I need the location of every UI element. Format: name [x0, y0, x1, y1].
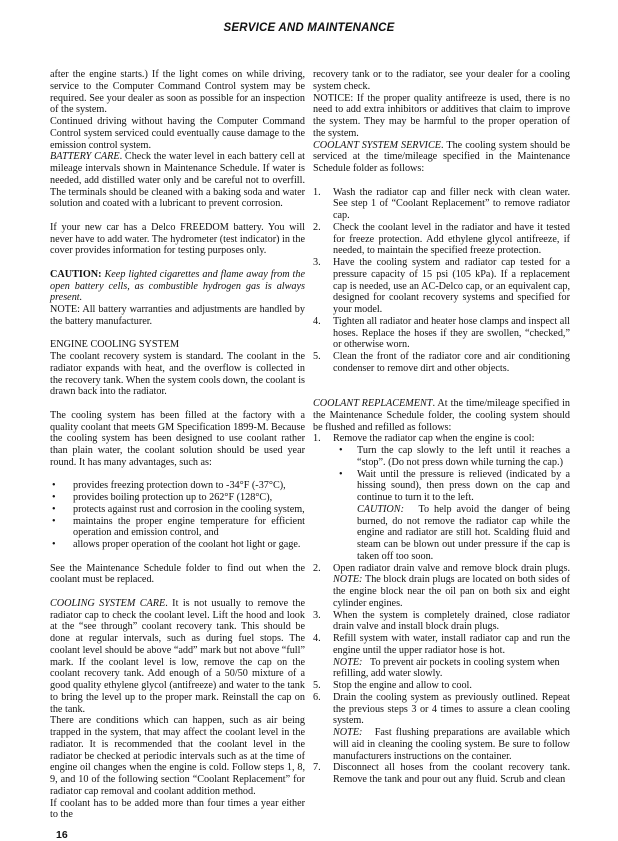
replacement-step	[313, 692, 570, 763]
paragraph: See the Maintenance Schedule folder to find out when the coolant must be replaced.	[50, 562, 305, 586]
list-item-text: protects against rust and corrosion in the cooling system,	[73, 503, 305, 515]
step-number: 3.	[313, 609, 321, 621]
service-step	[313, 257, 570, 316]
list-item-text: maintains the proper engine temperature for efficient operation and emission control, and	[73, 515, 305, 539]
paragraph: recovery tank or to the radiator, see your dealer for a cooling system check.	[313, 69, 570, 92]
sub-list-item	[333, 445, 570, 469]
paragraph: If your new car has a Delco FREEDOM battery. You will never have to add water. The hydrometer (test indicator) in the cover provides information for testing purposes only.	[50, 221, 305, 257]
paragraph: There are conditions which can happen, such as air being trapped in the system, that may affect the coolant level in the radiator. It is recommended that the coolant level in the radiator be checked at periodic intervals such as at the time of engine oil changes when the engine is cold. Follow steps 1, 8, 9, and 10 of the following section “Coolant Replacement” for radiator cap removal and coolant addition method.	[50, 715, 305, 797]
list-item	[50, 492, 305, 504]
paragraph: The coolant recovery system is standard. The coolant in the radiator expands with heat, and the overflow is collected in the recovery tank. When the system cools down, the coolant is drawn back into the radiator.	[50, 351, 305, 398]
note-label: NOTE:	[333, 574, 363, 586]
note	[333, 727, 570, 762]
step-number: 3.	[313, 257, 321, 268]
step-number: 7.	[313, 762, 321, 774]
list-item	[50, 516, 305, 540]
replacement-step	[313, 433, 570, 562]
service-step	[313, 351, 570, 375]
caution-paragraph	[50, 269, 305, 304]
step-number: 5.	[313, 351, 321, 362]
list-item	[50, 480, 305, 492]
step-text: Clean the front of the radiator core and air conditioning condenser to remove dirt and other objects.	[333, 351, 570, 374]
replacement-step	[313, 762, 570, 786]
paragraph: after the engine starts.) If the light comes on while driving, service to the Computer Command Control system may be required. See your dealer as soon as possible for an inspection of the system.	[50, 69, 305, 116]
notice-paragraph: NOTICE: If the proper quality antifreeze is used, there is no need to add extra inhibitors or additives that claim to improve the system. They may be harmful to the proper operation of the system.	[313, 92, 570, 139]
list-item-text: allows proper operation of the coolant hot light or gage.	[73, 539, 301, 550]
replacement-heading: COOLANT REPLACEMENT	[313, 398, 433, 409]
step-number: 2.	[313, 221, 321, 233]
note	[333, 657, 570, 681]
service-step	[313, 222, 570, 257]
note-text: The block drain plugs are located on both sides of the engine block near the oil pan on both six and eight cylinder engines.	[333, 574, 570, 609]
service-heading: COOLANT SYSTEM SERVICE	[313, 139, 441, 151]
page-number: 16	[56, 829, 68, 841]
step-number: 6.	[313, 691, 321, 703]
note-label: NOTE:	[333, 727, 363, 738]
caution-label: CAUTION:	[357, 503, 404, 515]
bullet-icon: •	[52, 480, 56, 492]
step-text: When the system is completely drained, close radiator drain valve and install block drain plugs.	[333, 609, 570, 633]
step-text: Stop the engine and allow to cool.	[333, 680, 472, 691]
service-step	[313, 187, 570, 222]
bullet-icon: •	[52, 492, 56, 503]
right-column	[313, 69, 570, 786]
cooling-care-paragraph	[50, 598, 305, 716]
step-number: 2.	[313, 562, 321, 574]
step-text: Drain the cooling system as previously outlined. Repeat the previous steps 3 or 4 times to assure a clean cooling system.	[333, 691, 570, 727]
sub-item-text: Turn the cap slowly to the left until it reaches a “stop”. (Do not press down while turning the cap.)	[357, 445, 570, 468]
cooling-care-text: . It is not usually to remove the radiator cap to check the coolant level. Lift the hood and look at the “see through” coolant recovery tank. This should be done at regular intervals, such as during fuel stops. The coolant level should be above “add” mark but not above “full” mark. If the coolant level is low, remove the cap on the coolant recovery tank. Add enough of a 50/50 mixture of a good quality ethylene glycol (antifreeze) and water to the tank to bring the level up to the proper mark. Reinstall the cap on the tank.	[50, 597, 305, 715]
bullet-icon: •	[52, 539, 56, 550]
step-number: 1.	[313, 433, 321, 445]
caution-text: Keep lighted cigarettes and flame away from the open battery cells, as combustible hydrogen gas is always present.	[50, 268, 305, 304]
list-item-text: provides boiling protection up to 262°F (128°C),	[73, 492, 273, 503]
paragraph: The cooling system has been filled at the factory with a quality coolant that meets GM Specification 1899-M. Because the cooling system has been designed to use coolant rather than plain water, the coolant solution should be used year round. It has many advantages, such as:	[50, 409, 305, 468]
service-text: . The cooling system should be serviced at the time/mileage specified in the Maintenance Schedule folder as follows:	[313, 139, 570, 174]
replacement-step	[313, 633, 570, 680]
list-item	[50, 504, 305, 516]
page-header: SERVICE AND MAINTENANCE	[223, 22, 395, 34]
bullet-icon: •	[339, 445, 343, 456]
step-number: 1.	[313, 186, 321, 198]
caution-note	[333, 504, 570, 563]
list-item-text: provides freezing protection down to -34°F (-37°C),	[73, 480, 286, 492]
service-paragraph	[313, 140, 570, 175]
step-text: Remove the radiator cap when the engine is cool:	[333, 433, 535, 445]
paragraph: If coolant has to be added more than four times a year either to the	[50, 797, 305, 821]
paragraph: Continued driving without having the Computer Command Control system serviced could eventually cause damage to the emission control system.	[50, 116, 305, 151]
battery-care-heading: BATTERY CARE	[50, 151, 120, 163]
replacement-step	[313, 563, 570, 610]
list-item	[50, 539, 305, 551]
section-heading: ENGINE COOLING SYSTEM	[50, 339, 180, 351]
replacement-step	[313, 680, 570, 692]
left-column	[50, 69, 305, 841]
bullet-icon: •	[52, 515, 56, 527]
caution-label: CAUTION:	[50, 268, 102, 280]
step-number: 4.	[313, 315, 321, 327]
sub-item-text: Wait until the pressure is relieved (indicated by a hissing sound), then press down on the cap and continue to turn it to the left.	[357, 468, 570, 503]
step-text: Have the cooling system and radiator cap tested for a pressure capacity of 15 psi (105 kPa). If a replacement cap is needed, use an AC-Delco cap, or an equivalent cap, designed for coolant recovery systems and specified for your model.	[333, 257, 570, 315]
note-text: Fast flushing preparations are available which will aid in cleaning the cooling system. Be sure to follow manufacturers instructions on the container.	[333, 727, 571, 762]
replacement-paragraph	[313, 398, 570, 433]
note-label: NOTE:	[333, 656, 363, 668]
bullet-icon: •	[339, 468, 343, 480]
step-text: Check the coolant level in the radiator and have it tested for freeze protection. Add ethylene glycol antifreeze, if needed, to maintain the specified freeze protection.	[333, 221, 570, 257]
step-text: Tighten all radiator and heater hose clamps and inspect all hoses. Replace the hoses if they are swollen, “checked,” or otherwise worn.	[333, 315, 570, 351]
step-number: 4.	[313, 633, 321, 644]
service-step	[313, 316, 570, 351]
replacement-text: . At the time/mileage specified in the Maintenance Schedule folder, the cooling system should be flushed and refilled as follows:	[313, 398, 570, 433]
step-text: Open radiator drain valve and remove block drain plugs.	[333, 562, 570, 574]
sub-list-item	[333, 469, 570, 504]
note-text: To prevent air pockets in cooling system when refilling, add water slowly.	[333, 656, 560, 680]
cooling-care-heading: COOLING SYSTEM CARE	[50, 597, 166, 609]
battery-care-text: . Check the water level in each battery cell at mileage intervals shown in Maintenance Schedule. If water is needed, add distilled water only and be careful not to overfill. The terminals should be cleaned with a baking soda and water solution and coated with a lubricant to prevent corrosion.	[50, 151, 305, 210]
step-text: Refill system with water, install radiator cap and run the engine until the upper radiator hose is hot.	[333, 633, 570, 656]
note-paragraph: NOTE: All battery warranties and adjustments are handled by the battery manufacturer.	[50, 304, 305, 327]
battery-care-paragraph	[50, 151, 305, 210]
bullet-icon: •	[52, 503, 56, 515]
replacement-step	[313, 610, 570, 634]
step-text: Wash the radiator cap and filler neck with clean water. See step 1 of “Coolant Replacement” to remove radiator cap.	[333, 186, 570, 221]
step-text: Disconnect all hoses from the coolant recovery tank. Remove the tank and pour out any fluid. Scrub and clean	[333, 762, 570, 785]
caution-text: To help avoid the danger of being burned, do not remove the radiator cap while the engine and radiator are still hot. Scalding fluid and steam can be blown out under pressure if the cap is taken off too soon.	[357, 503, 570, 562]
step-number: 5.	[313, 680, 321, 691]
